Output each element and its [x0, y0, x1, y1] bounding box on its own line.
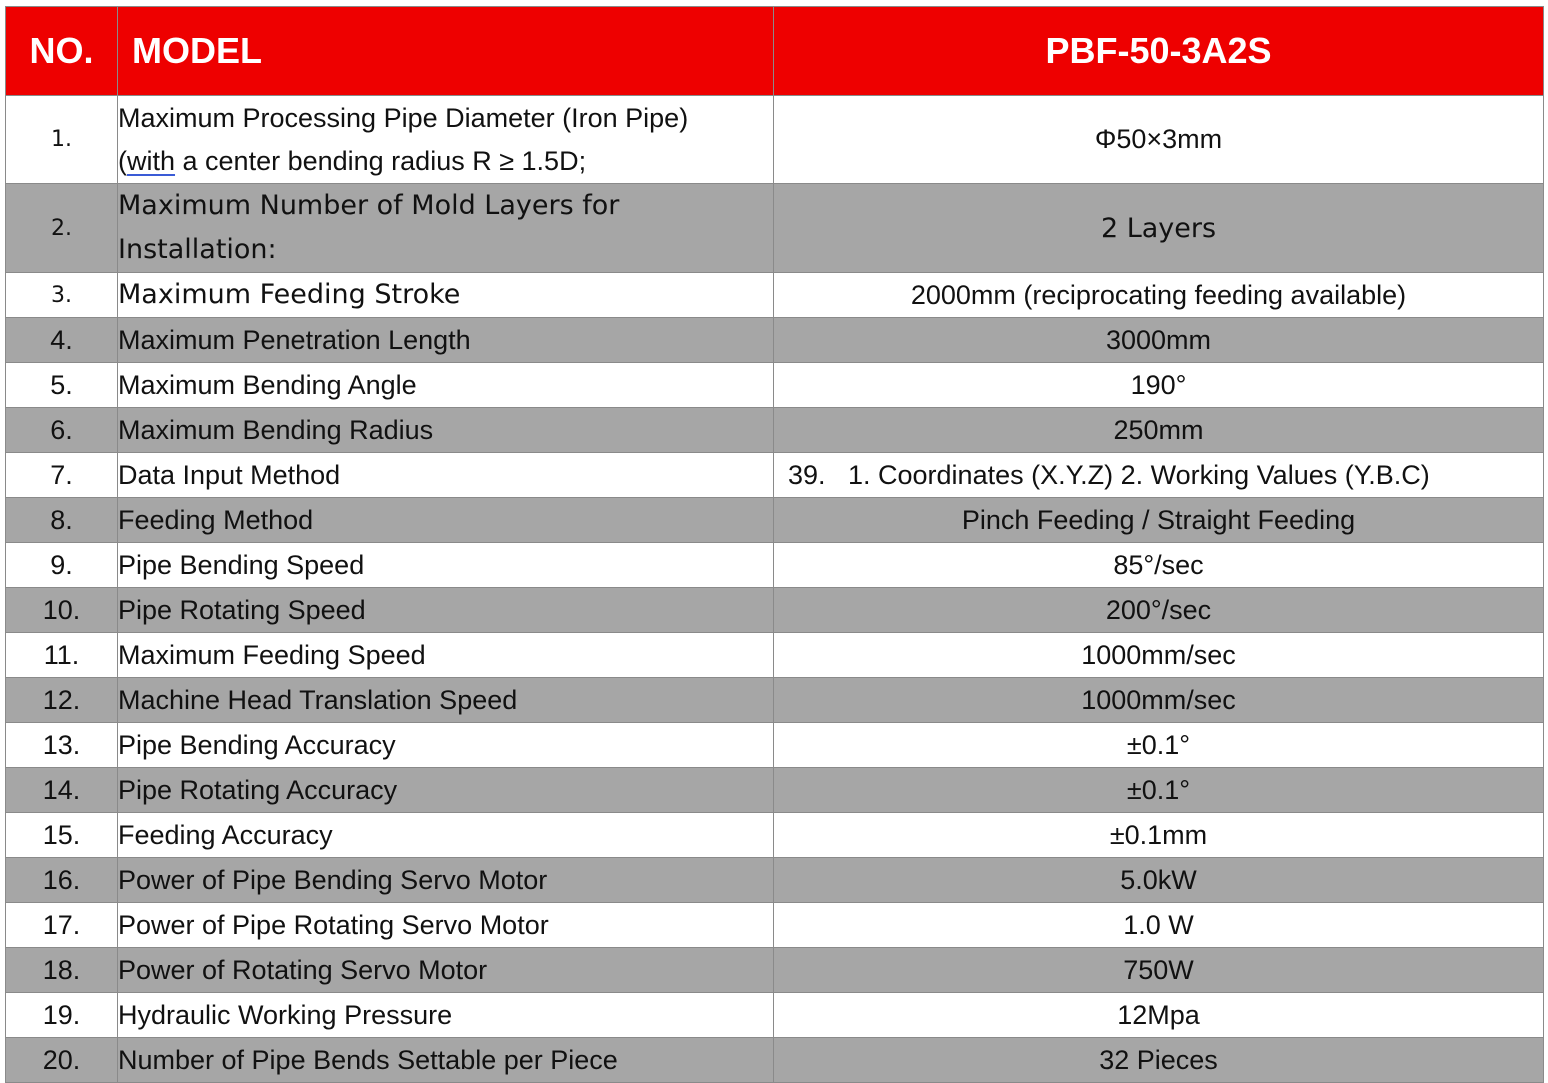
header-no: NO.	[6, 7, 118, 96]
row-spec-value: 1000mm/sec	[774, 678, 1544, 723]
row-spec-name: Hydraulic Working Pressure	[118, 993, 774, 1038]
row-spec-value: Pinch Feeding / Straight Feeding	[774, 498, 1544, 543]
row-number: 3.	[6, 273, 118, 318]
row-spec-name: Power of Pipe Rotating Servo Motor	[118, 903, 774, 948]
row-spec-value: 85°/sec	[774, 543, 1544, 588]
row-spec-value: 200°/sec	[774, 588, 1544, 633]
list-number: 39.	[788, 459, 826, 490]
spellcheck-marked-word: with	[127, 145, 176, 176]
row-spec-value: ±0.1mm	[774, 813, 1544, 858]
row-spec-value: 250mm	[774, 408, 1544, 453]
table-row	[6, 184, 1544, 273]
table-row	[6, 408, 1544, 453]
row-spec-name: Maximum Feeding Speed	[118, 633, 774, 678]
row-spec-name: Power of Rotating Servo Motor	[118, 948, 774, 993]
row-number: 19.	[6, 993, 118, 1038]
row-spec-value-text: 1. Coordinates (X.Y.Z) 2. Working Values (Y.B.C)	[848, 459, 1430, 490]
row-spec-value: Φ50×3mm	[774, 96, 1544, 184]
row-number: 18.	[6, 948, 118, 993]
row-number: 5.	[6, 363, 118, 408]
column-divider-stub	[117, 1045, 118, 1050]
row-number: 4.	[6, 318, 118, 363]
row-spec-value: 3000mm	[774, 318, 1544, 363]
row-spec-value: ±0.1°	[774, 723, 1544, 768]
row-spec-name: Pipe Rotating Speed	[118, 588, 774, 633]
table-row	[6, 96, 1544, 184]
row-number: 7.	[6, 453, 118, 498]
row-number: 11.	[6, 633, 118, 678]
row-number: 2.	[6, 184, 118, 273]
row-spec-name: Maximum Number of Mold Layers for Installation:	[118, 184, 774, 273]
table-row	[6, 498, 1544, 543]
table-row	[6, 948, 1544, 993]
spec-table	[5, 6, 1544, 1083]
row-spec-value: 32 Pieces	[774, 1038, 1544, 1083]
row-spec-value: 2000mm (reciprocating feeding available)	[774, 273, 1544, 318]
row-spec-value: 12Mpa	[774, 993, 1544, 1038]
row-spec-name: Number of Pipe Bends Settable per Piece	[118, 1038, 774, 1083]
row-spec-name	[118, 96, 774, 184]
row-spec-value: 1.0 W	[774, 903, 1544, 948]
table-row	[6, 723, 1544, 768]
header-model: MODEL	[118, 7, 774, 96]
table-row	[6, 1038, 1544, 1083]
table-row	[6, 813, 1544, 858]
row-number: 1.	[6, 96, 118, 184]
row-number: 15.	[6, 813, 118, 858]
table-row	[6, 633, 1544, 678]
row-spec-name: Feeding Method	[118, 498, 774, 543]
row-spec-value: 2 Layers	[774, 184, 1544, 273]
row-number: 12.	[6, 678, 118, 723]
row-number: 13.	[6, 723, 118, 768]
table-row	[6, 453, 1544, 498]
table-row	[6, 768, 1544, 813]
row-number: 9.	[6, 543, 118, 588]
row-number: 16.	[6, 858, 118, 903]
row-spec-value: 750W	[774, 948, 1544, 993]
row-number: 8.	[6, 498, 118, 543]
table-row	[6, 318, 1544, 363]
table-row	[6, 903, 1544, 948]
row-spec-name: Maximum Bending Angle	[118, 363, 774, 408]
row-spec-name-line2-rest: a center bending radius R ≥ 1.5D;	[175, 145, 587, 176]
row-spec-value: ±0.1°	[774, 768, 1544, 813]
row-spec-value: 1000mm/sec	[774, 633, 1544, 678]
table-header	[6, 7, 1544, 96]
row-spec-name: Pipe Rotating Accuracy	[118, 768, 774, 813]
row-spec-name: Maximum Penetration Length	[118, 318, 774, 363]
row-spec-value	[774, 453, 1544, 498]
row-spec-name: Maximum Feeding Stroke	[118, 273, 774, 318]
table-row	[6, 678, 1544, 723]
row-number: 14.	[6, 768, 118, 813]
table-row	[6, 273, 1544, 318]
row-number: 17.	[6, 903, 118, 948]
row-spec-name: Maximum Bending Radius	[118, 408, 774, 453]
row-spec-name: Feeding Accuracy	[118, 813, 774, 858]
table-row	[6, 543, 1544, 588]
row-number: 20.	[6, 1038, 118, 1083]
row-spec-name: Data Input Method	[118, 453, 774, 498]
row-spec-value: 5.0kW	[774, 858, 1544, 903]
row-number: 6.	[6, 408, 118, 453]
table-row	[6, 588, 1544, 633]
row-spec-value: 190°	[774, 363, 1544, 408]
column-divider-stub	[773, 1045, 774, 1050]
row-spec-name: Pipe Bending Speed	[118, 543, 774, 588]
row-number: 10.	[6, 588, 118, 633]
row-spec-name: Power of Pipe Bending Servo Motor	[118, 858, 774, 903]
table-row	[6, 858, 1544, 903]
row-spec-name: Pipe Bending Accuracy	[118, 723, 774, 768]
row-spec-name: Machine Head Translation Speed	[118, 678, 774, 723]
header-model-number: PBF-50-3A2S	[774, 7, 1544, 96]
table-row	[6, 363, 1544, 408]
table-row	[6, 993, 1544, 1038]
row-spec-name-line1: Maximum Processing Pipe Diameter (Iron Pipe)	[118, 102, 689, 133]
row-spec-name-line2-open: (	[118, 145, 127, 176]
